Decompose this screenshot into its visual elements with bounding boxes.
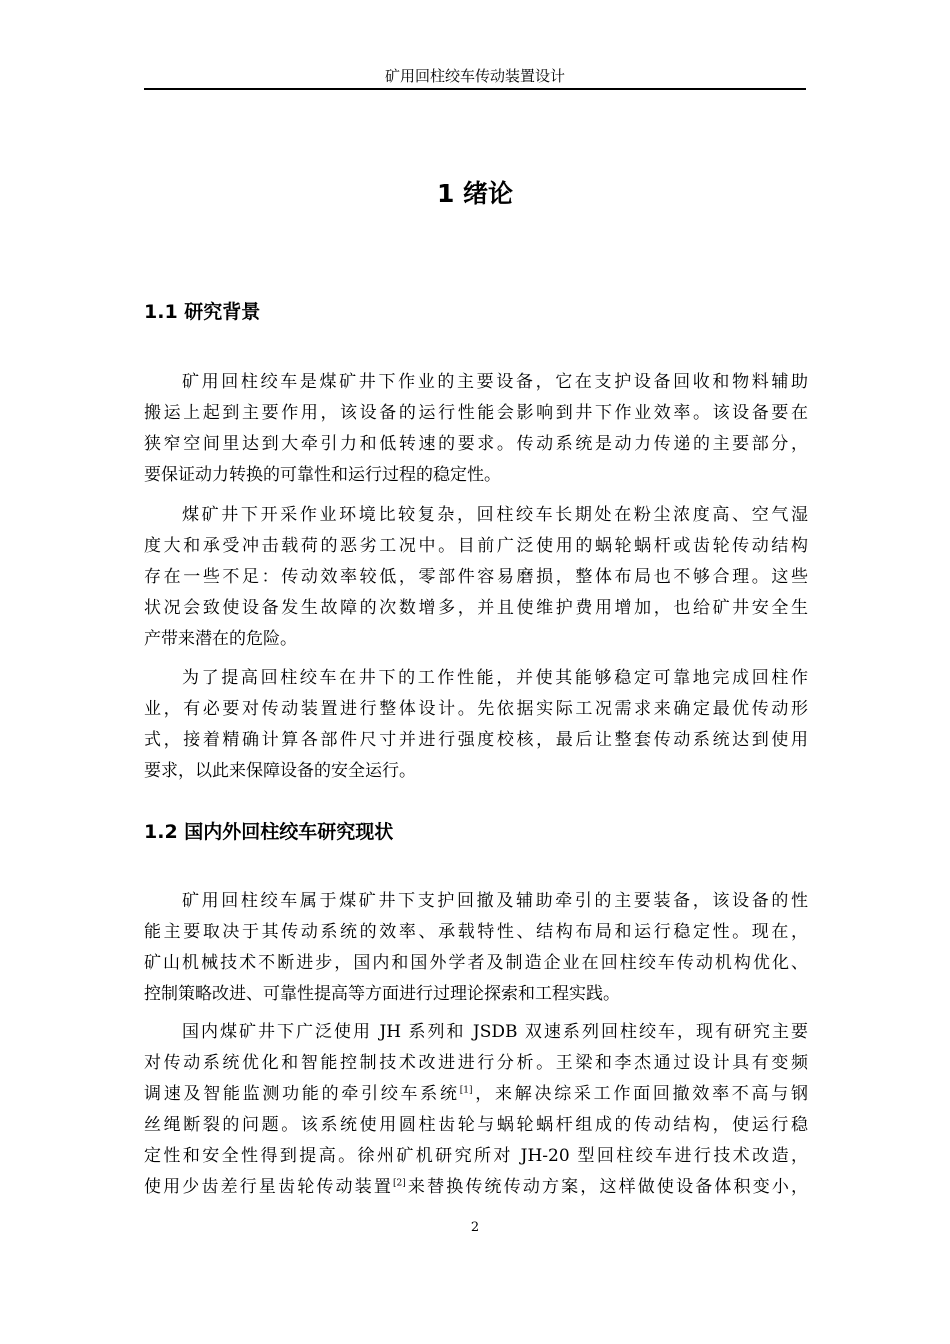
header-rule <box>144 88 806 90</box>
page-number: 2 <box>470 1220 480 1235</box>
section-heading-1-2: 1.2 国内外回柱绞车研究现状 <box>144 821 394 843</box>
running-header: 矿用回柱绞车传动装置设计 <box>384 67 565 85</box>
citation-ref: [2] <box>393 1178 406 1189</box>
paragraph: 矿用回柱绞车是煤矿井下作业的主要设备，它在支护设备回收和物料辅助 搬运上起到主要作用，该设备的运行性能会影响到井下作业效率。该设备要在 狭窄空间里达到大牵引力和低转速的要求。传动系统是动力传递的主要部分， 要保证动力转换的可靠性和运行过程的稳定性。 <box>144 372 808 485</box>
paragraph: 为了提高回柱绞车在井下的工作性能，并使其能够稳定可靠地完成回柱作 业，有必要对传动装置进行整体设计。先依据实际工况需求来确定最优传动形 式，接着精确计算各部件尺寸并进行强度校核，最后让整套传动系统达到使用 要求，以此来保障设备的安全运行。 <box>144 668 808 781</box>
line-with-citation-1: 调速及智能监测功能的牵引绞车系统[1]，来解决综采工作面回撤效率不高与钢 <box>144 1084 809 1104</box>
paragraph: 矿用回柱绞车属于煤矿井下支护回撤及辅助牵引的主要装备，该设备的性 能主要取决于其传动系统的效率、承载特性、结构布局和运行稳定性。现在， 矿山机械技术不断进步，国内和国外学者及制造企业在回柱绞车传动机构优化、 控制策略改进、可靠性提高等方面进行过理论探索和工程实践。 <box>144 891 808 1004</box>
chapter-title: 1 绪论 <box>436 179 514 208</box>
paragraph: 煤矿井下开采作业环境比较复杂，回柱绞车长期处在粉尘浓度高、空气湿 度大和承受冲击载荷的恶劣工况中。目前广泛使用的蜗轮蜗杆或齿轮传动结构 存在一些不足：传动效率较低，零部件容易磨损，整体布局也不够合理。这些 状况会致使设备发生故障的次数增多，并且使维护费用增加，也给矿井安全生 产带来潜在的危险。 <box>144 505 808 649</box>
line-with-citation-2: 使用少齿差行星齿轮传动装置[2]来替换传统传动方案，这样做使设备体积变小， <box>144 1177 809 1197</box>
citation-ref: [1] <box>459 1085 473 1096</box>
section-heading-1-1: 1.1 研究背景 <box>144 301 261 323</box>
paragraph: 国内煤矿井下广泛使用 JH 系列和 JSDB 双速系列回柱绞车，现有研究主要 对传动系统优化和智能控制技术改进进行分析。王梁和李杰通过设计具有变频 调速及智能监测功能的牵引绞车系统[1]，来解决综采工作面回撤效率不高与钢 丝绳断裂的问题。该系统使用圆柱齿轮与蜗轮蜗杆组成的传动结构，使运行稳 定性和安全性得到提高。徐州矿机研究所对 JH-20 型回柱绞车进行技术改造， 使用少齿差行星齿轮传动装置[2]来替换传统传动方案，这样做使设备体积变小， <box>144 1017 808 1203</box>
